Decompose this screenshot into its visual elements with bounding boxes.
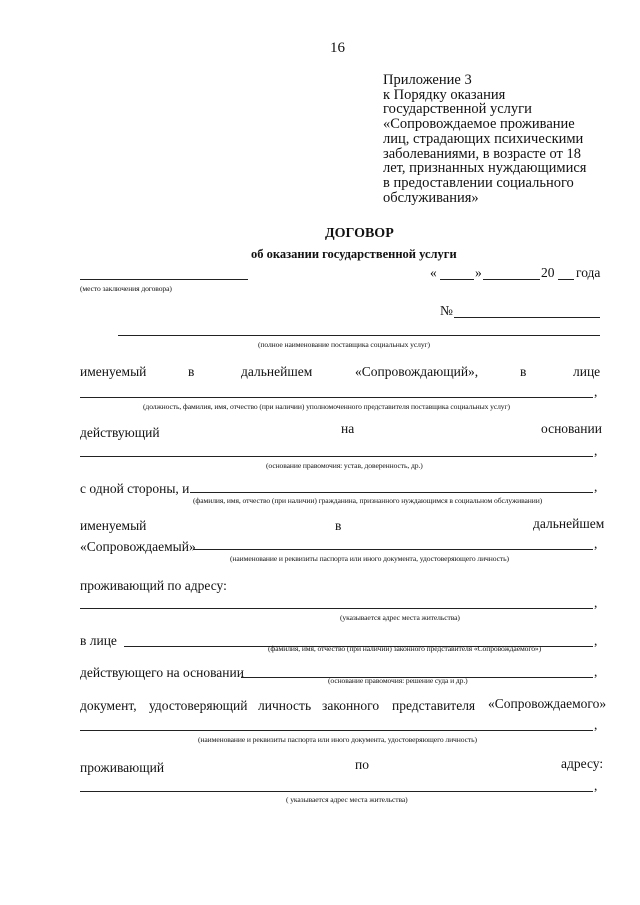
comma: ,	[594, 536, 598, 551]
citizen-name-line[interactable]	[190, 492, 593, 493]
row-named2-word1: именуемый	[80, 518, 147, 533]
row-named-word1: именуемый	[80, 364, 147, 379]
row-named2-word2: в	[335, 518, 342, 533]
date-year-suffix: года	[576, 265, 601, 280]
row-residing-word1: проживающий	[80, 760, 165, 775]
rep-address-line[interactable]	[80, 791, 593, 792]
row-residing-word3: адресу:	[561, 756, 604, 771]
document-subtitle: об оказании государственной услуги	[251, 247, 457, 261]
residing-address-label: проживающий по адресу:	[80, 578, 227, 593]
comma: ,	[594, 633, 598, 648]
row-document-word4: законного	[322, 698, 380, 713]
date-month-field[interactable]	[483, 279, 540, 280]
place-caption: (место заключения договора)	[80, 284, 172, 293]
representative-caption: (должность, фамилия, имя, отчество (при наличии) уполномоченного представителя поставщика социальных услуг)	[143, 402, 510, 411]
accompanied-label: «Сопровождаемый»	[80, 539, 196, 554]
provider-caption: (полное наименование поставщика социальных услуг)	[258, 340, 430, 349]
comma: ,	[594, 384, 598, 399]
rep-passport-line[interactable]	[80, 730, 593, 731]
row-acting-word3: основании	[541, 421, 602, 436]
passport-line[interactable]	[193, 549, 593, 550]
passport-caption: (наименование и реквизиты паспорта или иного документа, удостоверяющего личность)	[230, 554, 509, 563]
row-named-word2: в	[188, 364, 195, 379]
appendix-note: Приложение 3 к Порядку оказания государственной услуги «Сопровождаемое проживание лиц, страдающих психическими заболеваниями, в возрасте от 18 лет, признанных нуждающимися в предоставлении социального обслуживания»	[383, 72, 587, 206]
row-document-word6: «Сопровождаемого»	[488, 696, 607, 711]
rep-passport-caption: (наименование и реквизиты паспорта или иного документа, удостоверяющего личность)	[198, 735, 477, 744]
row-named-word5: в	[520, 364, 527, 379]
court-caption: (основание правомочия: решение суда и др.)	[328, 676, 468, 685]
number-field[interactable]	[454, 317, 600, 318]
row-acting-word2: на	[341, 421, 355, 436]
date-open-quote: «	[430, 265, 437, 280]
rep-address-caption: ( указывается адрес места жительства)	[286, 795, 408, 804]
row-document-word1: документ,	[80, 698, 137, 713]
row-acting-word1: действующий	[80, 425, 160, 440]
address-caption: (указывается адрес места жительства)	[340, 613, 460, 622]
document-title: ДОГОВОР	[325, 226, 394, 241]
date-year-field[interactable]	[558, 279, 574, 280]
one-side-text: с одной стороны, и	[80, 481, 190, 496]
row-document-word2: удостоверяющий	[149, 698, 248, 713]
in-person-label: в лице	[80, 633, 117, 648]
provider-name-line[interactable]	[118, 335, 600, 336]
citizen-caption: (фамилия, имя, отчество (при наличии) гражданина, признанного нуждающимся в социальном обслуживании)	[193, 496, 543, 505]
basis-caption: (основание правомочия: устав, доверенность, др.)	[266, 461, 423, 470]
comma: ,	[594, 443, 598, 458]
place-line[interactable]	[80, 279, 248, 280]
row-document-word5: представителя	[392, 698, 476, 713]
legal-rep-caption: (фамилия, имя, отчество (при наличии) законного представителя «Сопровождаемого»)	[268, 644, 542, 653]
date-close-quote: »	[475, 265, 482, 280]
comma: ,	[594, 479, 598, 494]
comma: ,	[594, 664, 598, 679]
row-residing-word2: по	[355, 757, 369, 772]
date-year-prefix: 20	[541, 265, 555, 280]
number-sign: №	[440, 303, 453, 318]
acting-basis-label: действующего на основании	[80, 665, 244, 680]
row-named-word6: лице	[573, 364, 601, 379]
representative-line[interactable]	[80, 397, 593, 398]
row-document-word3: личность	[258, 698, 312, 713]
row-named-word4: «Сопровождающий»,	[355, 364, 479, 379]
row-named2-word3: дальнейшем	[533, 516, 605, 531]
address-line[interactable]	[80, 608, 593, 609]
comma: ,	[594, 717, 598, 732]
comma: ,	[594, 595, 598, 610]
comma: ,	[594, 778, 598, 793]
row-named-word3: дальнейшем	[241, 364, 313, 379]
basis-line[interactable]	[80, 456, 593, 457]
page-number: 16	[330, 40, 345, 56]
date-day-field[interactable]	[440, 279, 474, 280]
